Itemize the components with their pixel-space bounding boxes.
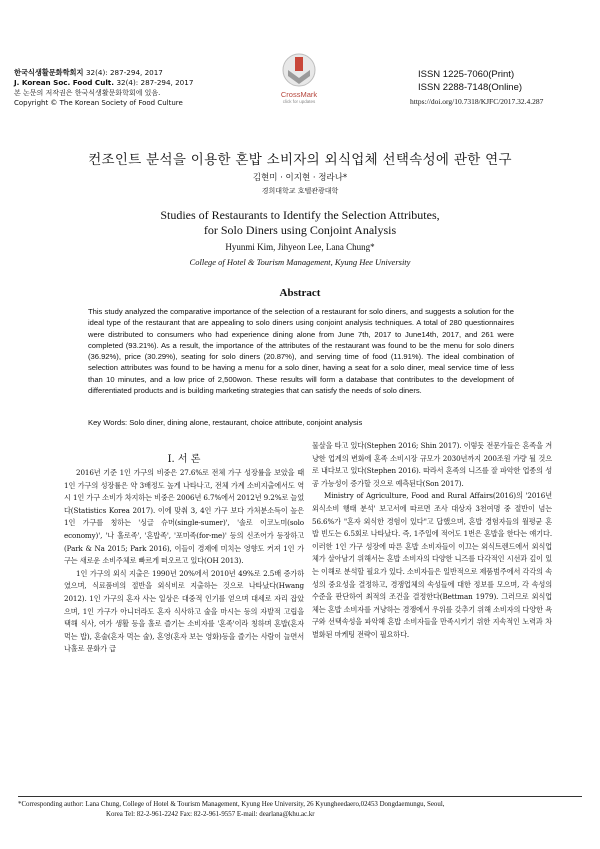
crossmark-icon <box>281 52 317 88</box>
footnote-divider <box>18 796 582 797</box>
authors-kr: 김현미 · 이지현 · 정라나* <box>252 173 348 183</box>
affiliation-kr: 경희대학교 호텔관광대학 <box>261 187 339 195</box>
paragraph: 2016년 기준 1인 가구의 비중은 27.6%로 전체 가구 성장률을 보았을 때 1인 가구의 성장률은 약 3배정도 높게 나타나고, 전체 가계 소비지출에서도 역시 1인 가구 소비가 차지하는 비중은 2006년 6.7%에서 2012년 9.2%로 늘었다(Statistics Korea 2017). 이에 맞춰 3, 4인 가구 보다 가처분소득이 높은 1인 가구를 칭하는 '싱글 슈머(single-sumer)', '솔로 이코노미(solo economy)', '나 홀로족', '혼밥족', '포미족(for-me)' 등의 신조어가 등장하고(Park & Na 2015; Park 2016), 이들이 경제에 미치는 영향도 커져 1인 가구는 새로운 소비주체로 빠르게 떠오르고 있다(OH 2013). <box>64 468 304 566</box>
issn-online: ISSN 2288-7148(Online) <box>418 82 523 93</box>
keywords-label: Key Words: <box>88 418 128 427</box>
authors-en: Hyunmi Kim, Jihyeon Lee, Lana Chung* <box>225 242 375 252</box>
paragraph: 1인 가구의 외식 지출은 1990년 20%에서 2010년 49%로 2.5배 증가하였으며, 식료품비의 절반을 외식비로 지출하는 것으로 나타났다(Hwang 2012). 1인 가구의 혼자 사는 일상은 대중적 인기를 얻으며 대세로 자리 잡았으며, 1인 가구가 아니더라도 혼자 식사하고 술을 마시는 등의 자발적 고립을 택해 식사, 여가 생활 등을 홀로 즐기는 소비자를 '혼족'이라 칭하며 혼밥(혼자 먹는 밥), 혼술(혼자 먹는 술), 혼영(혼자 보는 영화)등을 즐기는 사람이 늘면서 나홀로 문화가 급 <box>64 568 304 654</box>
crossmark-label: CrossMark <box>280 90 318 99</box>
journal-en-name: J. Korean Soc. Food Cult. <box>14 78 114 87</box>
doi-link[interactable]: https://doi.org/10.7318/KJFC/2017.32.4.287 <box>410 97 544 106</box>
footnote-line2: Korea Tel: 82-2-961-2242 Fax: 82-2-961-9557 E-mail: dearlana@khu.ac.kr <box>106 811 315 818</box>
section-heading-introduction: Ⅰ. 서 론 <box>167 454 201 465</box>
crossmark-badge[interactable] <box>269 52 329 104</box>
title-en-line2: for Solo Diners using Conjoint Analysis <box>203 223 397 237</box>
journal-info <box>14 68 193 108</box>
footnote <box>18 800 582 820</box>
issn-block <box>418 68 522 94</box>
title-en-line1: Studies of Restaurants to Identify the Selection Attributes, <box>160 208 440 222</box>
journal-kr-volume: 32(4): 287-294, 2017 <box>85 68 163 77</box>
body-column-left <box>64 467 304 656</box>
keywords-list: Solo diner, dining alone, restaurant, choice attribute, conjoint analysis <box>129 418 363 427</box>
body-column-right <box>312 440 552 642</box>
crossmark-sub: click for updates <box>282 99 316 104</box>
journal-kr-name: 한국식생활문화학회지 <box>14 68 84 77</box>
keywords <box>88 418 514 427</box>
abstract-heading: Abstract <box>279 287 321 299</box>
footnote-line1: *Corresponding author: Lana Chung, College of Hotel & Tourism Management, Kyung Hee University, 26 Kyungheedaero,02453 Dongdaemungu, Seoul, <box>18 801 445 808</box>
affiliation-en: College of Hotel & Tourism Management, Kyung Hee University <box>189 257 411 267</box>
title-en <box>0 208 600 238</box>
abstract-body: This study analyzed the comparative importance of the selection of a restaurant for solo diners, and suggests a solution for the ideal type of the restaurant that are appealing to solo diners using conjoint analysis techniques. A total of 280 questionnaires were distributed to consumers who had experience dining alone from June 7th, 2017 to June14th, 2017, and 261 were completed (93.21%). As a result, the importance of the attributes of the restaurant was found to be the menu for solo diners (36.92%), price (30.29%), seating for solo diners (20.87%), and serving time of food (11.91%). The ideal combination of selection attributes was found to be having a menu for a solo diner, having a seat for a solo diner, meal service time of less than 10 minutes, and a low price of 2,500won. These results will form a database that contributes to the development of differentiated products and is building marketing strategies that can satisfy the needs of solo diners. <box>88 307 514 396</box>
title-kr: 컨조인트 분석을 이용한 혼밥 소비자의 외식업체 선택속성에 관한 연구 <box>88 152 512 168</box>
journal-en-volume: 32(4): 287-294, 2017 <box>116 78 194 87</box>
issn-print: ISSN 1225-7060(Print) <box>418 69 515 80</box>
paragraph: 물살을 타고 있다(Stephen 2016; Shin 2017). 이렇듯 전문가들은 혼족을 겨냥한 업계의 변화에 혼족 소비시장 규모가 2030년까지 200조원 가량 될 것으로 내다보고 있다(Stephen 2016). 따라서 혼족의 니즈를 잘 파악한 업종의 성공 가능성이 증가할 것으로 예측된다(Son 2017). <box>312 441 552 488</box>
copyright-en: Copyright © The Korean Society of Food Culture <box>14 99 183 107</box>
paragraph: Ministry of Agriculture, Food and Rural Affairs(2016)의 '2016년 외식소비 행태 분석' 보고서에 따르면 조사 대상자 3천여명 중 절반이 넘는 56.6%가 "혼자 외식한 경험이 있다"고 답했으며, 혼밥 경험자들의 월평균 혼밥 빈도는 6.5회로 나타났다. 즉, 1주일에 적어도 1번은 혼밥을 한다는 얘기다. 이러한 1인 가구 성장에 따른 혼밥 소비자들이 이끄는 외식트렌드에서 외식업체가 살아남기 위해서는 혼밥 소비자의 다양한 니즈를 다각적인 시선과 깊이 있는 이해로 분석할 필요가 있다. 소비자들은 일반적으로 제품범주에서 각각의 속성의 중요성을 결정하고, 경쟁업체의 속성들에 대한 정보를 모으며, 각 속성의 수준을 판단하여 최적의 조건을 결정한다(Bettman 1979). 그러므로 외식업체는 혼밥 소비자를 겨냥하는 경쟁에서 우위를 갖추기 위해 소비자의 다양한 욕구와 선택속성을 파악해 혼밥 소비자들을 만족시키기 위한 지속적인 노력과 차별화된 마케팅 전략이 필요하다. <box>312 491 552 639</box>
copyright-kr: 본 논문의 저작권은 한국식생활문화학회에 있음. <box>14 89 161 97</box>
